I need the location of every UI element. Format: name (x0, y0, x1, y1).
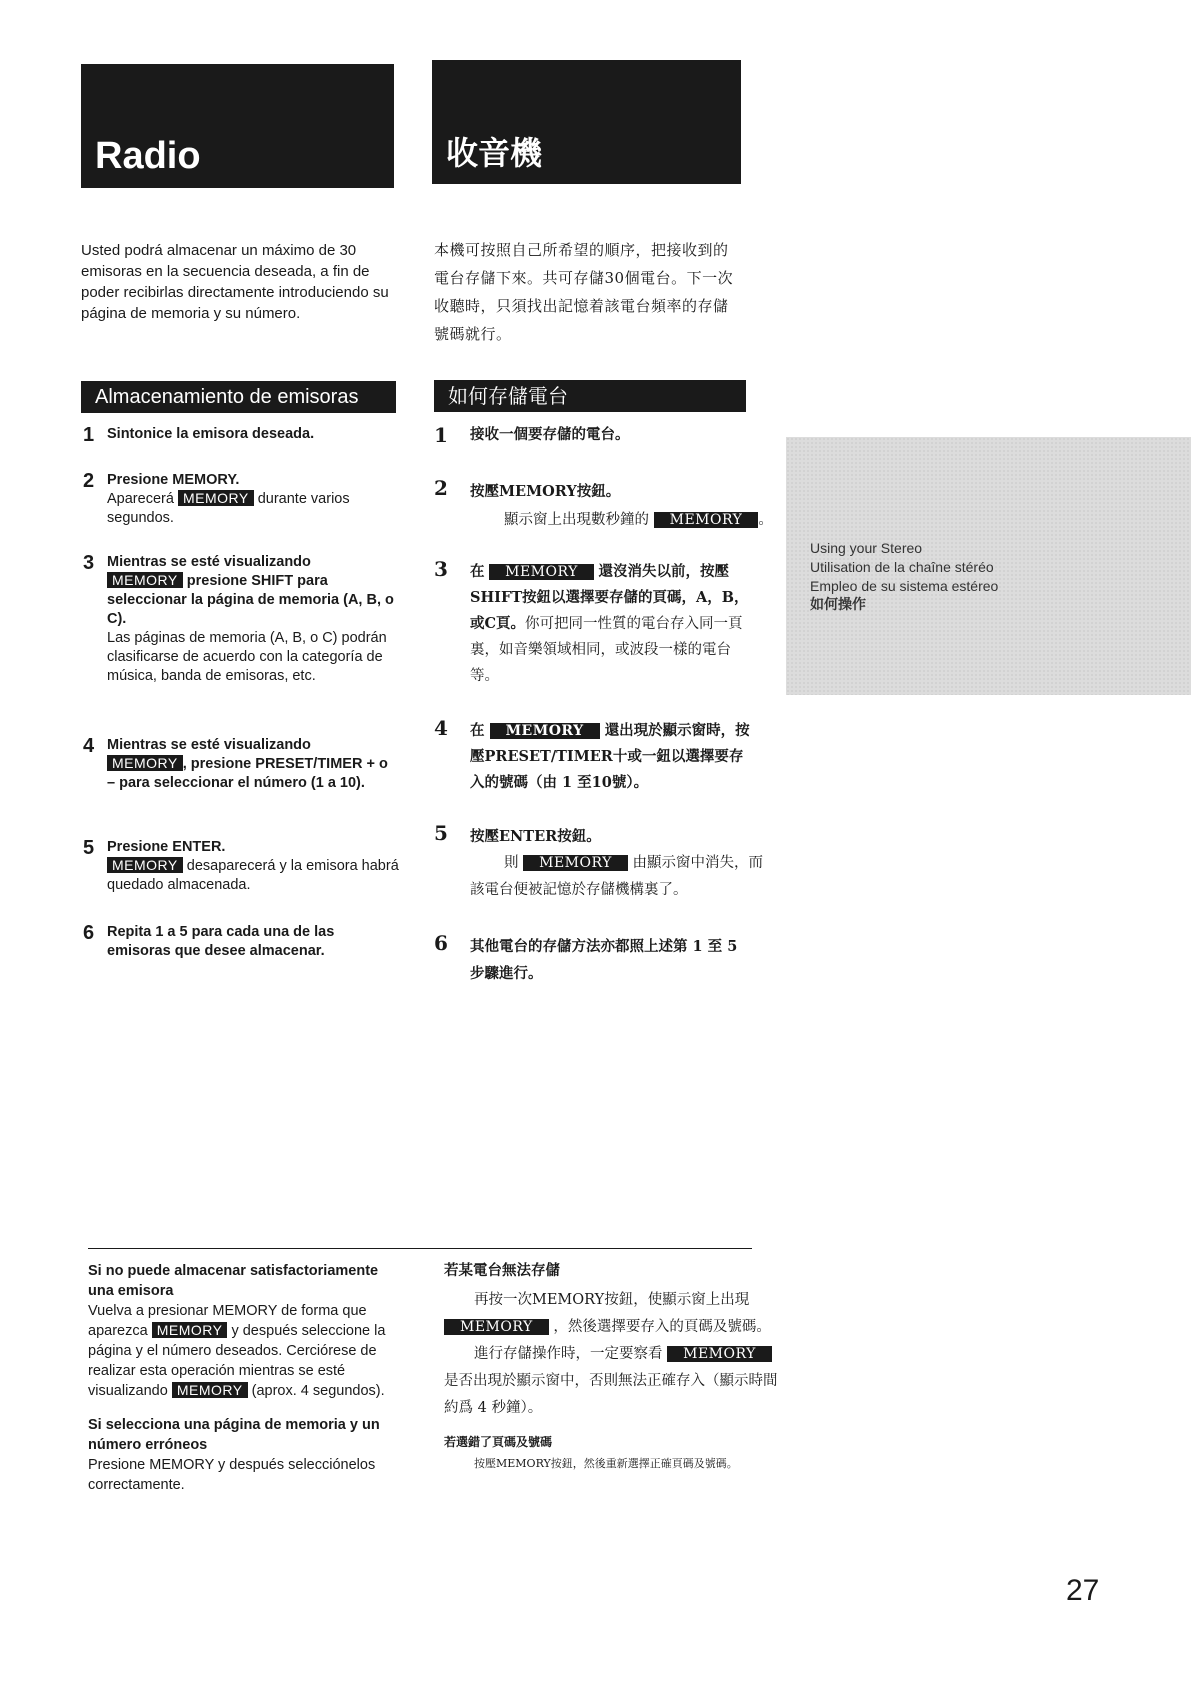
trouble-es (88, 1261, 406, 1495)
step-text (107, 553, 399, 686)
step-bold: Mientras se esté visualizando (107, 737, 311, 753)
step-text: Sintonice la emisora deseada. (107, 426, 315, 442)
trouble-title: 若選錯了頁碼及號碼 (444, 1435, 553, 1449)
trouble-zh (444, 1261, 784, 1472)
step-bold: Presione MEMORY. (107, 472, 240, 488)
memory-display-indicator: MEMORY (107, 755, 183, 771)
sidebar-item-zh: 如何操作 (810, 597, 866, 613)
sidebar-item-es: Empleo de su sistema estéreo (810, 578, 999, 594)
step-number: 3 (83, 552, 95, 574)
step-text (107, 736, 399, 793)
step-number: 4 (83, 735, 95, 757)
memory-display-indicator: MEMORY (490, 723, 600, 739)
step-number: 2 (434, 476, 448, 500)
trouble-text: ，然後選擇要存入的頁碼及號碼。 (553, 1319, 771, 1335)
step-number: 5 (434, 821, 448, 845)
step-zh-5 (434, 823, 764, 904)
memory-display-indicator: MEMORY (444, 1319, 549, 1335)
step-bold: 按壓MEMORY按鈕。 (470, 483, 621, 500)
step-bold: , presione PRESET/TIMER + o – para seleccionar el número (1 a 10). (107, 756, 388, 791)
step-pre: 在 (470, 722, 485, 739)
step-number: 6 (434, 931, 448, 955)
step-zh-4 (434, 718, 754, 796)
step-post: durante varios segundos. (107, 491, 350, 526)
trouble-text: 按壓MEMORY按鈕，然後重新選擇正確頁碼及號碼。 (474, 1457, 738, 1470)
step-post: desaparecerá y la emisora habrá quedado almacenada. (107, 858, 399, 893)
trouble-text: (aprox. 4 segundos). (251, 1383, 385, 1399)
step-es-6 (83, 923, 399, 961)
step-detail: Las páginas de memoria (A, B, o C) podrán clasificarse de acuerdo con la categoría de música, banda de emisoras, etc. (107, 630, 387, 684)
memory-display-indicator: MEMORY (152, 1322, 228, 1338)
step-text (107, 471, 403, 528)
step-es-4 (83, 736, 399, 793)
page-title-zh: 收音機 (446, 134, 543, 172)
radio-title-block-zh (432, 60, 741, 184)
memory-display-indicator: MEMORY (667, 1346, 772, 1362)
step-number: 6 (83, 922, 95, 944)
radio-title-block (81, 64, 394, 188)
trouble-title: Si no puede almacenar satisfactoriamente una emisora (88, 1263, 379, 1299)
memory-display-indicator: MEMORY (523, 855, 628, 871)
trouble-title: 若某電台無法存儲 (444, 1262, 560, 1279)
step-bold: 按壓ENTER按鈕。 (470, 828, 601, 845)
section-title-es: Almacenamiento de emisoras (81, 381, 396, 413)
section-title-zh: 如何存儲電台 (434, 380, 746, 412)
step-text: 接收一個要存儲的電台。 (470, 426, 630, 443)
trouble-text: Presione MEMORY y después selecciónelos correctamente. (88, 1457, 376, 1493)
step-es-2 (83, 471, 403, 528)
step-bold: Presione ENTER. (107, 839, 226, 855)
memory-display-indicator: MEMORY (178, 490, 254, 506)
sidebar-section-index (786, 437, 1191, 695)
page-title-es: Radio (95, 135, 201, 177)
trouble-title: Si selecciona una página de memoria y un número erróneos (88, 1417, 380, 1453)
step-text (470, 478, 773, 534)
memory-display-indicator: MEMORY (654, 512, 759, 528)
trouble-text: Vuelva a presionar MEMORY de forma que aparezca (88, 1303, 367, 1339)
intro-es: Usted podrá almacenar un máximo de 30 emisoras en la secuencia deseada, a fin de poder recibirlas directamente introduciendo su página de memoria y su número. (81, 242, 389, 322)
step-pre: 顯示窗上出現數秒鐘的 (504, 512, 649, 528)
page-number: 27 (1066, 1574, 1100, 1607)
trouble-text: y después seleccione la página y el número deseados. Cerciórese de realizar esta operación mientras se esté visualizando (88, 1323, 386, 1399)
trouble-text: 進行存儲操作時，一定要察看 (474, 1346, 663, 1362)
step-text: 其他電台的存儲方法亦都照上述第 1 至 5 步驟進行。 (470, 938, 738, 982)
sidebar-item-en: Using your Stereo (810, 540, 923, 556)
intro-zh: 本機可按照自己所希望的順序，把接收到的電台存儲下來。共可存儲30個電台。下一次收聽時，只須找出記憶着該電台頻率的存儲號碼就行。 (434, 241, 734, 343)
step-text (107, 838, 399, 895)
step-number: 3 (434, 557, 448, 581)
step-zh-3 (434, 559, 754, 689)
step-text (470, 718, 754, 796)
step-post: 。 (758, 512, 773, 528)
memory-display-indicator: MEMORY (107, 857, 183, 873)
step-bold: 還出現於顯示窗時，按壓PRESET/TIMER十或一鈕以選擇要存入的號碼（由 1 至10號）。 (470, 722, 750, 791)
step-bold: Mientras se esté visualizando (107, 554, 311, 570)
step-bold: 還沒消失以前，按壓SHIFT按鈕以選擇要存儲的頁碼，A，B，或C頁。 (470, 563, 749, 632)
step-number: 1 (434, 423, 448, 447)
step-zh-2 (434, 478, 794, 534)
step-es-5 (83, 838, 399, 895)
step-es-1 (83, 425, 403, 445)
memory-display-indicator: MEMORY (489, 564, 594, 580)
memory-display-indicator: MEMORY (107, 572, 183, 588)
step-number: 4 (434, 716, 448, 740)
trouble-divider (88, 1248, 752, 1249)
trouble-text: 再按一次MEMORY按鈕，使顯示窗上出現 (474, 1292, 750, 1308)
step-detail: 你可把同一性質的電台存入同一頁裏，如音樂領域相同，或波段一樣的電台等。 (470, 616, 743, 684)
trouble-text: 是否出現於顯示窗中，否則無法正確存入（顯示時間約爲 4 秒鐘）。 (444, 1373, 778, 1416)
step-pre: 在 (470, 563, 485, 580)
step-number: 1 (83, 424, 95, 446)
sidebar-item-fr: Utilisation de la chaîne stéréo (810, 559, 994, 575)
step-zh-1 (434, 425, 764, 445)
step-text (470, 823, 764, 904)
step-number: 5 (83, 837, 95, 859)
step-pre: 則 (504, 855, 519, 871)
step-pre: Aparecerá (107, 491, 174, 507)
step-bold: presione SHIFT para seleccionar la página de memoria (A, B, o C). (107, 573, 394, 627)
step-es-3 (83, 553, 399, 686)
memory-display-indicator: MEMORY (172, 1382, 248, 1398)
step-post: 由顯示窗中消失，而該電台便被記憶於存儲機構裏了。 (470, 855, 763, 898)
step-zh-6 (434, 933, 744, 987)
step-text (470, 559, 754, 689)
step-number: 2 (83, 470, 95, 492)
step-text: Repita 1 a 5 para cada una de las emisoras que desee almacenar. (107, 924, 335, 959)
